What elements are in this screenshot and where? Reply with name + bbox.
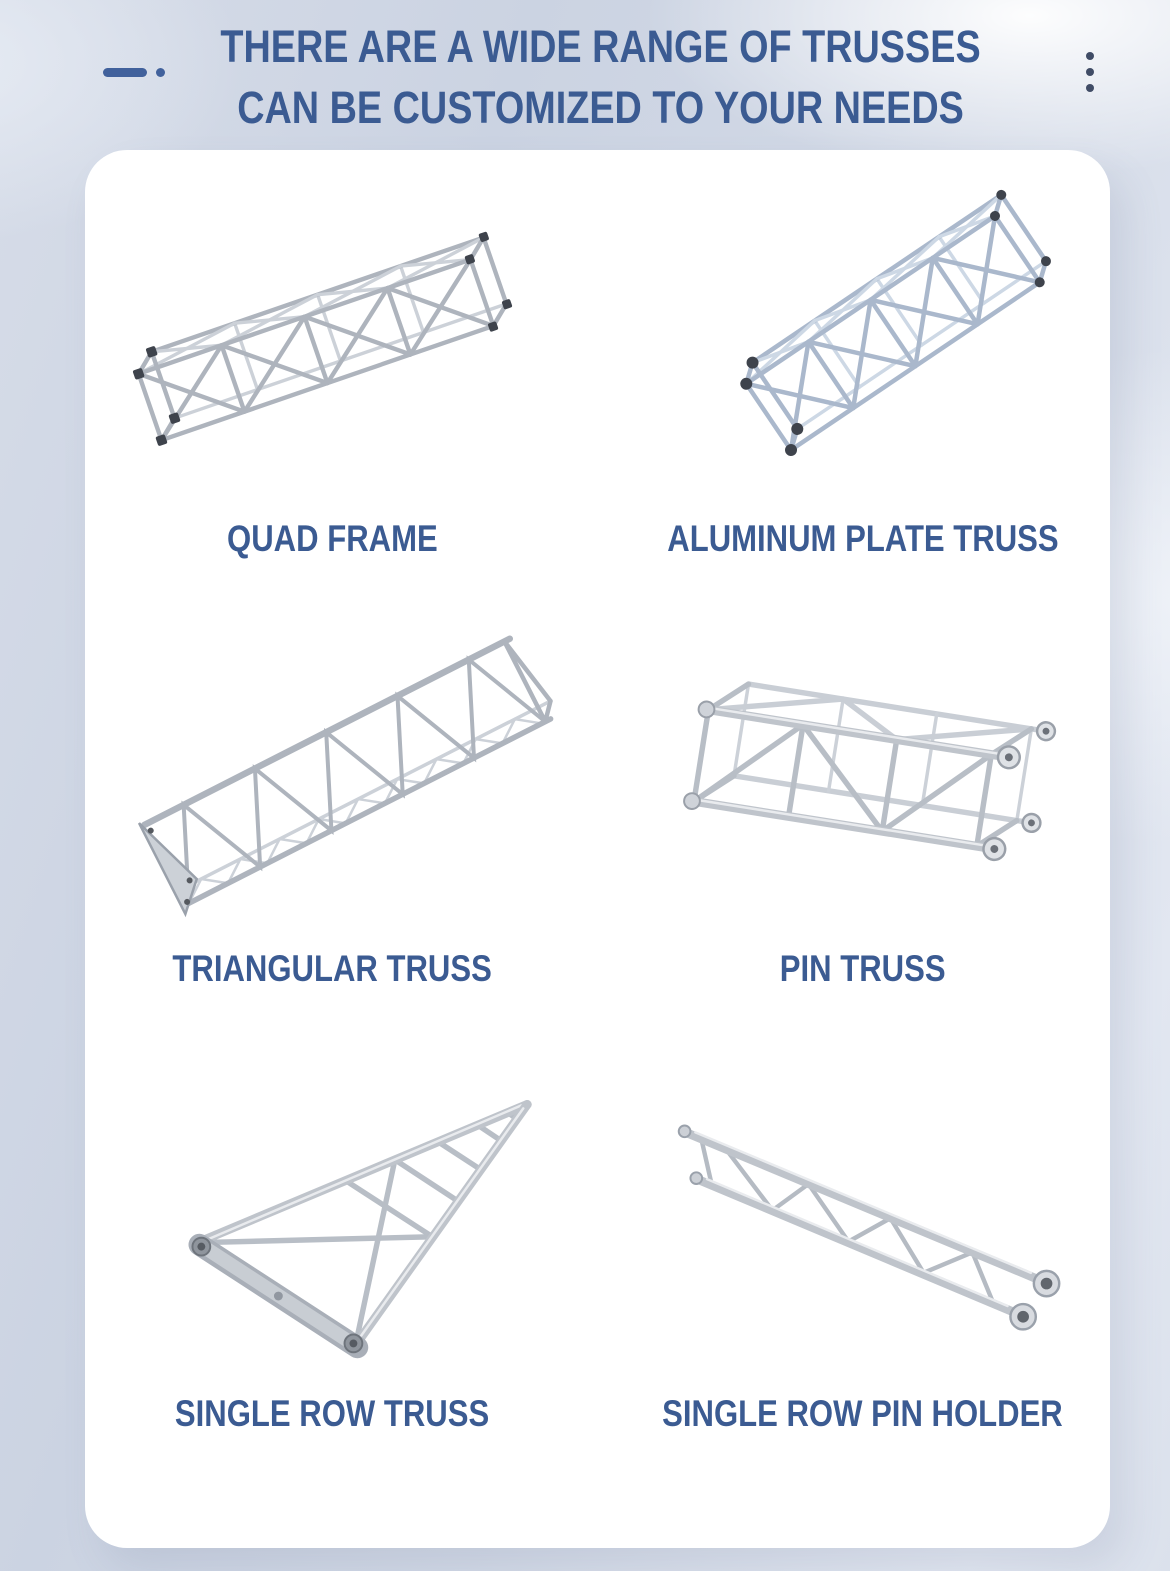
pin-truss-icon xyxy=(655,628,1050,923)
product-label-pin-truss: PIN TRUSS xyxy=(779,948,946,989)
product-cell-triangular-truss xyxy=(85,615,580,993)
title-line-2: CAN BE CUSTOMIZED TO YOUR NEEDS xyxy=(237,82,965,133)
product-label-triangular-truss: TRIANGULAR TRUSS xyxy=(172,948,493,989)
product-cell-pin-truss xyxy=(615,615,1110,993)
vertical-ellipsis-icon xyxy=(1086,52,1094,100)
quad-frame-image xyxy=(85,185,580,515)
product-label-aluminum-plate-truss: ALUMINUM PLATE TRUSS xyxy=(666,518,1059,559)
single-row-truss-image xyxy=(85,1060,580,1390)
pin-truss-image xyxy=(615,615,1110,945)
single-row-truss-icon xyxy=(150,1075,545,1360)
product-cell-single-row-truss xyxy=(85,1060,580,1438)
title-line-1: THERE ARE A WIDE RANGE OF TRUSSES xyxy=(220,21,982,72)
product-label-single-row-truss: SINGLE ROW TRUSS xyxy=(175,1393,490,1434)
single-row-pin-holder-icon xyxy=(668,1108,1068,1343)
quad-frame-truss-icon xyxy=(121,205,511,485)
aluminum-plate-truss-icon xyxy=(733,188,1063,473)
single-row-pin-holder-image xyxy=(615,1060,1110,1390)
product-cell-single-row-pin-holder xyxy=(615,1060,1110,1438)
triangular-truss-icon xyxy=(128,623,568,918)
triangular-truss-image xyxy=(85,615,580,945)
product-cell-quad-frame xyxy=(85,185,580,563)
aluminum-plate-truss-image xyxy=(615,185,1110,515)
page-title xyxy=(0,16,1170,138)
product-label-quad-frame: QUAD FRAME xyxy=(227,518,438,559)
product-label-single-row-pin-holder: SINGLE ROW PIN HOLDER xyxy=(662,1393,1063,1434)
product-cell-aluminum-plate-truss xyxy=(615,185,1110,563)
